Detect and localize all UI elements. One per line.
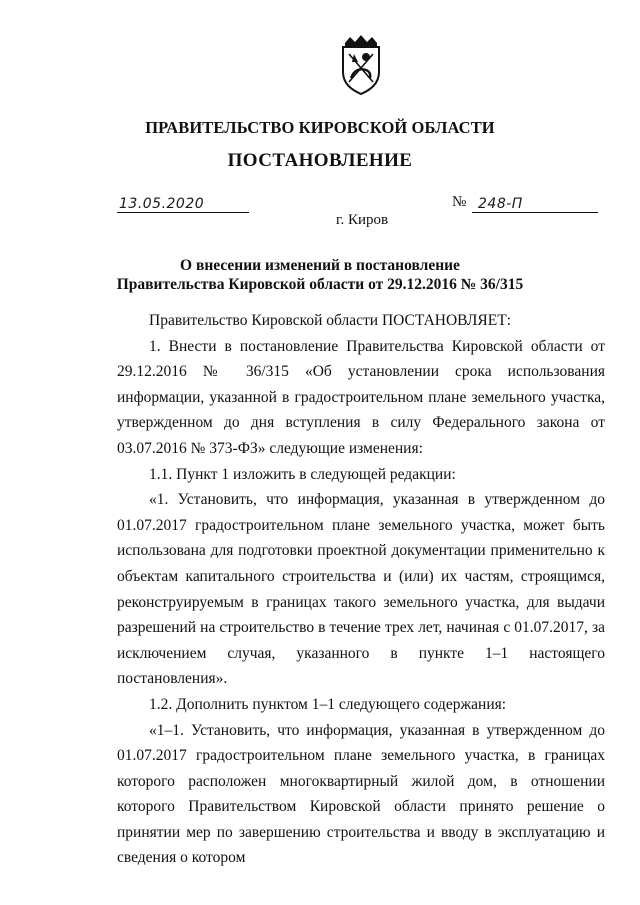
number-line (472, 198, 598, 213)
paragraph-item-1-1: 1.1. Пункт 1 изложить в следующей редакции: (149, 465, 456, 483)
paragraph-preamble: Правительство Кировской области ПОСТАНОВЛЯЕТ: (149, 312, 512, 329)
paragraph-item-1: 1. Внести в постановление Правительства Кировской области от 29.12.2016 № 36/315 «Об установлении срока использования информации, указанной в градостроительном плане земельного участка, утвержденном до дня вступления в силу Федерального закона от 03.07.2016 № 373-ФЗ» следующие изменения: (117, 337, 605, 457)
date-field (117, 198, 249, 213)
handwritten-number: 248-П (478, 196, 523, 212)
subject-line-2: Правительства Кировской области от 29.12.2016 № 36/315 (116, 276, 524, 293)
government-title: ПРАВИТЕЛЬСТВО КИРОВСКОЙ ОБЛАСТИ (145, 118, 495, 137)
paragraph-item-1-2-text: «1–1. Установить, что информация, указанная в утвержденном до 01.07.2017 градостроительном плане земельного участка, в границах которого расположен многоквартирный жилой дом, в отношении которого Правительством Кировской области принято решение о принятии мер по завершению строительства и вводу в эксплуатацию и сведения о котором (117, 721, 605, 867)
document-subject (0, 256, 640, 294)
number-field (452, 194, 598, 212)
city: г. Киров (336, 212, 389, 228)
coat-of-arms-emblem-icon (336, 34, 386, 96)
handwritten-date: 13.05.2020 (119, 196, 205, 212)
document-body (117, 308, 605, 871)
subject-line-1: О внесении изменений в постановление (180, 257, 460, 274)
document-type: ПОСТАНОВЛЕНИЕ (227, 150, 413, 171)
paragraph-item-1-1-text: «1. Установить, что информация, указанная в утвержденном до 01.07.2017 градостроительном плане земельного участка, может быть использована для подготовки проектной документации применительно к объектам капитального строительства и (или) их частям, строящимся, реконструируемым в границах такого земельного участка, для выдачи разрешений на строительство в течение трех лет, начиная с 01.07.2017, за исключением случая, указанного в пункте 1–1 настоящего постановления». (117, 491, 605, 688)
paragraph-item-1-2: 1.2. Дополнить пунктом 1–1 следующего содержания: (149, 695, 507, 713)
number-sign: № (452, 194, 467, 210)
